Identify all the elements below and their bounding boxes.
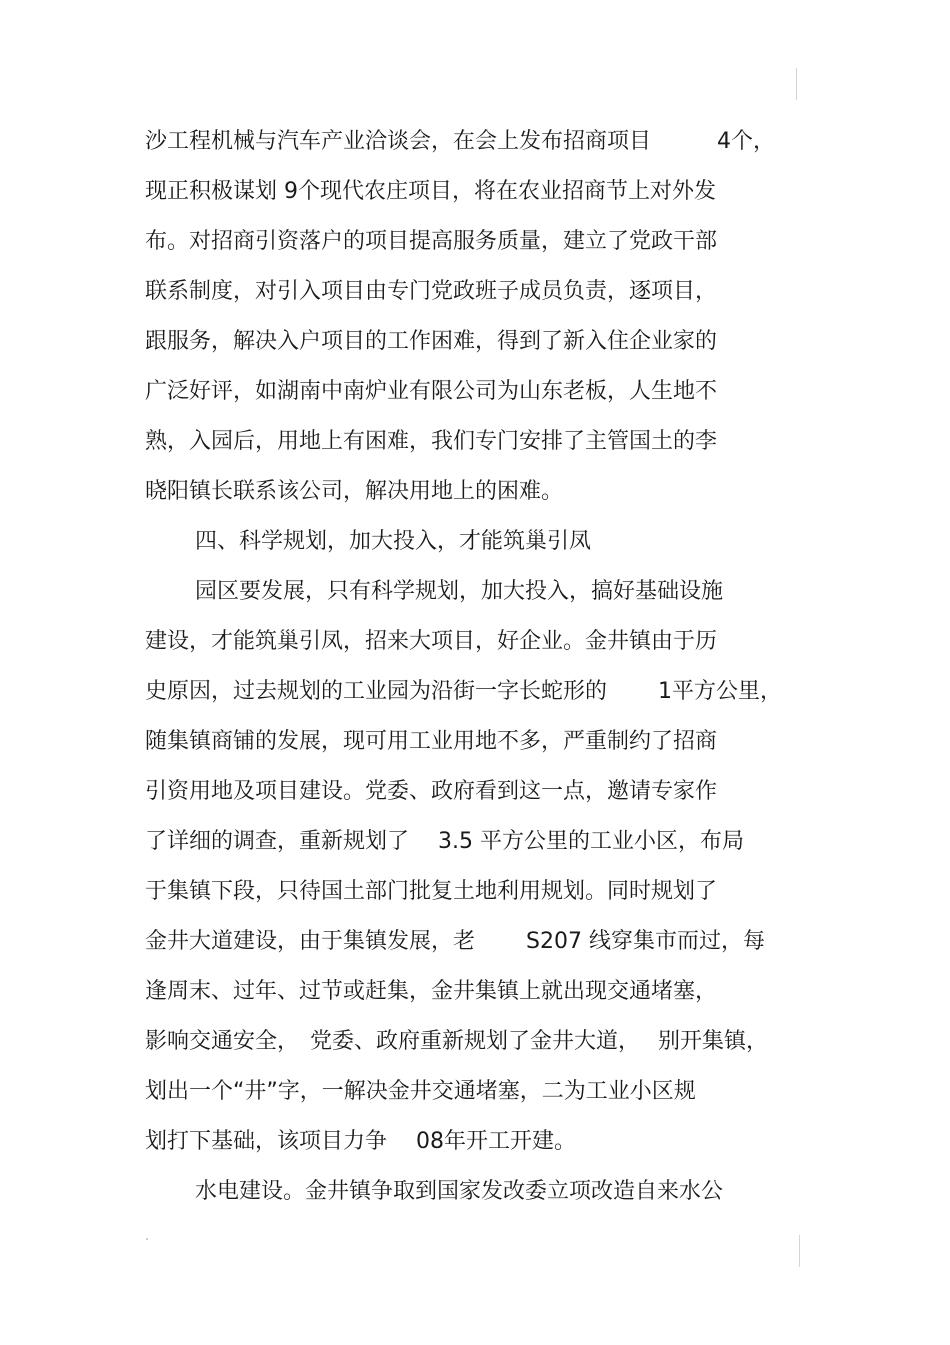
text-line-17: 金井大道建设，由于集镇发展，老 S207 线穿集市而过，每 — [145, 929, 765, 954]
page-edge-mark-top-right — [796, 68, 797, 100]
text-line-20: 划出一个“井”字，一解决金井交通堵塞，二为工业小区规 — [145, 1079, 696, 1104]
text-line-4: 联系制度，对引入项目由专门党政班子成员负责，逐项目， — [145, 279, 718, 304]
text-line-22: 水电建设。金井镇争取到国家发改委立项改造自来水公 — [195, 1179, 724, 1204]
text-line-6: 广泛好评，如湖南中南炉业有限公司为山东老板，人生地不 — [145, 379, 718, 404]
text-line-7: 熟，入园后，用地上有困难，我们专门安排了主管国土的李 — [145, 429, 718, 454]
text-line-13: 随集镇商铺的发展，现可用工业用地不多，严重制约了招商 — [145, 729, 718, 754]
text-line-18: 逢周末、过年、过节或赶集，金井集镇上就出现交通堵塞， — [145, 979, 718, 1004]
text-line-15: 了详细的调查，重新规划了 3.5 平方公里的工业小区，布局 — [145, 829, 744, 854]
text-line-16: 于集镇下段，只待国土部门批复土地利用规划。同时规划了 — [145, 879, 718, 904]
text-line-19: 影响交通安全， 党委、政府重新规划了金井大道， 别开集镇， — [145, 1029, 768, 1054]
text-line-11: 建设，才能筑巢引凤，招来大项目，好企业。金井镇由于历 — [145, 629, 718, 654]
text-line-1: 沙工程机械与汽车产业洽谈会，在会上发布招商项目 4个， — [145, 129, 775, 154]
page-edge-dot-bottom-left — [146, 1238, 148, 1240]
text-line-14: 引资用地及项目建设。党委、政府看到这一点，邀请专家作 — [145, 779, 718, 804]
page-edge-mark-bottom-right — [799, 1235, 800, 1267]
text-line-10: 园区要发展，只有科学规划，加大投入，搞好基础设施 — [195, 579, 724, 604]
text-line-5: 跟服务，解决入户项目的工作困难，得到了新入住企业家的 — [145, 329, 718, 354]
text-line-2: 现正积极谋划 9个现代农庄项目，将在农业招商节上对外发 — [145, 179, 716, 204]
text-line-8: 晓阳镇长联系该公司，解决用地上的困难。 — [145, 479, 564, 504]
text-line-12: 史原因，过去规划的工业园为沿街一字长蛇形的 1平方公里， — [145, 679, 782, 704]
text-line-3: 布。对招商引资落户的项目提高服务质量，建立了党政干部 — [145, 229, 718, 254]
text-line-21: 划打下基础，该项目力争 08年开工开建。 — [145, 1129, 576, 1154]
section-heading: 四、科学规划，加大投入，才能筑巢引凤 — [195, 529, 592, 554]
